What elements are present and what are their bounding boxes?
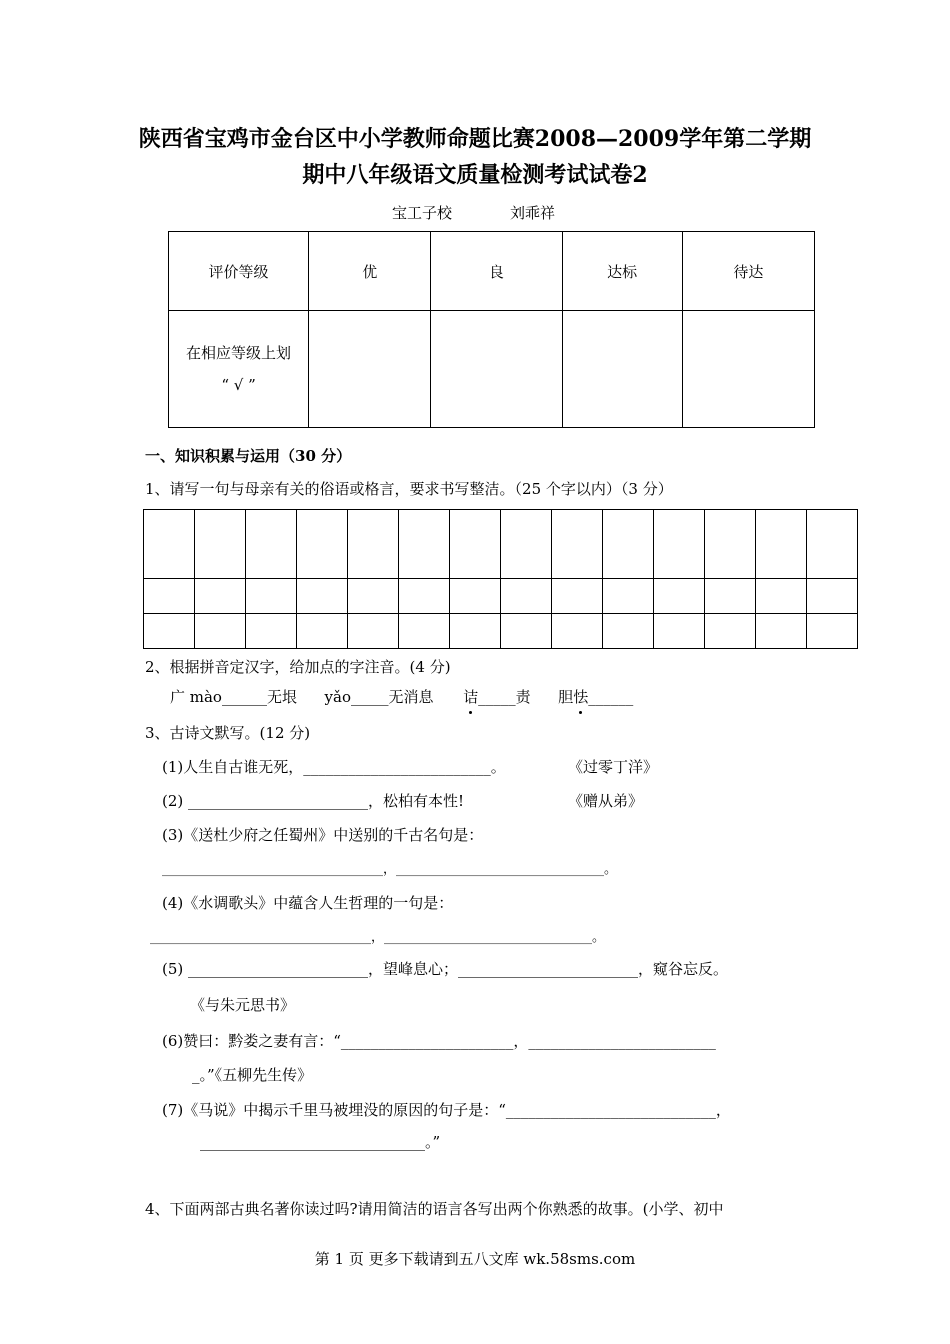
eval-mark-cell[interactable]	[682, 311, 814, 428]
question-1: 1、请写一句与母亲有关的俗语或格言，要求书写整洁。（25 个字以内）（3 分）	[145, 480, 673, 498]
question-4: 4、下面两部古典名著你读过吗?请用简洁的语言各写出两个你熟悉的故事。(小学、初中	[145, 1200, 724, 1218]
title-line-1: 陕西省宝鸡市金台区中小学教师命题比赛2008—2009学年第二学期	[138, 126, 812, 152]
writing-grid-cell[interactable]	[246, 614, 297, 649]
writing-grid-cell[interactable]	[756, 614, 807, 649]
q2-item-a-suffix: 无垠	[266, 688, 297, 706]
q3-item-7-continuation: ______________________________。”	[200, 1133, 441, 1151]
q3-item-4-answer[interactable]: __________________________________，________________________________。	[150, 930, 605, 945]
eval-mark-cell[interactable]	[431, 311, 562, 428]
author-school: 宝工子校	[392, 204, 453, 222]
writing-grid-row	[144, 579, 858, 614]
question-3: 3、古诗文默写。(12 分)	[145, 724, 311, 742]
q2-item-c-char: 诘	[463, 688, 479, 706]
writing-grid-cell[interactable]	[756, 510, 807, 579]
writing-grid-cell[interactable]	[195, 579, 246, 614]
evaluation-mark-row	[169, 311, 815, 428]
writing-grid-cell[interactable]	[501, 579, 552, 614]
writing-grid-cell[interactable]	[348, 614, 399, 649]
writing-grid-cell[interactable]	[756, 579, 807, 614]
eval-header-cell: 良	[431, 232, 562, 311]
writing-grid-cell[interactable]	[705, 510, 756, 579]
writing-grid-cell[interactable]	[144, 614, 195, 649]
writing-grid-row	[144, 614, 858, 649]
writing-grid-cell[interactable]	[144, 510, 195, 579]
q2-item-d-char: 怯	[573, 688, 589, 706]
q2-item-b-suffix: 无消息	[388, 688, 434, 706]
writing-grid-cell[interactable]	[450, 510, 501, 579]
writing-grid-cell[interactable]	[807, 579, 858, 614]
writing-grid-cell[interactable]	[552, 510, 603, 579]
writing-grid-cell[interactable]	[399, 614, 450, 649]
writing-grid-cell[interactable]	[195, 510, 246, 579]
writing-grid-row	[144, 510, 858, 579]
writing-grid-cell[interactable]	[297, 614, 348, 649]
writing-grid-cell[interactable]	[348, 579, 399, 614]
writing-grid-cell[interactable]	[603, 579, 654, 614]
q3-item-1-source: 《过零丁洋》	[568, 758, 659, 776]
q2-answer-line	[170, 686, 633, 707]
eval-header-cell: 优	[309, 232, 431, 311]
q2-item-d-prefix: 胆	[558, 688, 574, 706]
eval-mark-cell[interactable]	[309, 311, 431, 428]
title-line-2: 期中八年级语文质量检测考试试卷2	[302, 162, 648, 188]
section-1-heading: 一、知识积累与运用（30 分）	[145, 447, 352, 465]
writing-grid-cell[interactable]	[807, 510, 858, 579]
eval-header-cell: 待达	[682, 232, 814, 311]
writing-grid-cell[interactable]	[807, 614, 858, 649]
writing-grid-cell[interactable]	[195, 614, 246, 649]
q3-item-2: (2) ________________________，松柏有本性!	[162, 792, 465, 810]
writing-grid-cell[interactable]	[603, 614, 654, 649]
writing-grid-cell[interactable]	[297, 510, 348, 579]
q3-item-3: (3)《送杜少府之任蜀州》中送别的千古名句是：	[162, 826, 484, 844]
writing-grid-cell[interactable]	[603, 510, 654, 579]
question-2: 2、根据拼音定汉字，给加点的字注音。(4 分)	[145, 658, 451, 676]
q2-item-a-blank[interactable]: ______	[221, 688, 267, 706]
writing-grid-cell[interactable]	[654, 579, 705, 614]
q2-item-c-blank[interactable]: _____	[478, 688, 516, 706]
q2-item-c-suffix: 责	[515, 688, 531, 706]
writing-grid-cell[interactable]	[348, 510, 399, 579]
writing-grid-cell[interactable]	[654, 614, 705, 649]
author-name: 刘乖祥	[510, 204, 556, 222]
writing-grid-cell[interactable]	[246, 579, 297, 614]
q2-item-b-prefix: yǎo	[324, 688, 351, 706]
eval-header-cell: 达标	[562, 232, 682, 311]
q2-item-a-prefix: 广 mào	[170, 688, 222, 706]
writing-grid-cell[interactable]	[144, 579, 195, 614]
q3-item-4: (4)《水调歌头》中蕴含人生哲理的一句是：	[162, 894, 454, 912]
q3-item-7: (7)《马说》中揭示千里马被埋没的原因的句子是：“____________________________，	[162, 1101, 731, 1119]
writing-grid-cell[interactable]	[501, 614, 552, 649]
writing-grid-cell[interactable]	[705, 579, 756, 614]
q2-item-d-blank[interactable]: ______	[588, 688, 634, 706]
evaluation-table	[168, 231, 815, 428]
eval-row-label-line1: 在相应等级上划	[186, 344, 292, 362]
writing-grid-cell[interactable]	[399, 579, 450, 614]
q2-item-b-blank[interactable]: _____	[351, 688, 389, 706]
writing-grid-cell[interactable]	[399, 510, 450, 579]
eval-mark-cell[interactable]	[562, 311, 682, 428]
writing-grid-cell[interactable]	[552, 579, 603, 614]
writing-grid-cell[interactable]	[450, 614, 501, 649]
writing-grid-cell[interactable]	[654, 510, 705, 579]
q3-item-5-source: 《与朱元思书》	[190, 996, 296, 1014]
eval-header-cell: 评价等级	[169, 232, 309, 311]
writing-grid-cell[interactable]	[705, 614, 756, 649]
writing-grid-cell[interactable]	[246, 510, 297, 579]
writing-grid-cell[interactable]	[501, 510, 552, 579]
eval-row-label	[169, 311, 309, 428]
q3-item-5: (5) ________________________，望峰息心；________________________，窥谷忘反。	[162, 960, 729, 978]
writing-grid-cell[interactable]	[552, 614, 603, 649]
q3-item-2-source: 《赠从弟》	[568, 792, 644, 810]
page-footer: 第 1 页 更多下载请到五八文库 wk.58sms.com	[314, 1250, 636, 1268]
writing-grid-cell[interactable]	[450, 579, 501, 614]
evaluation-header-row	[169, 232, 815, 311]
q3-item-6: (6)赞曰：黔娄之妻有言：“_______________________，_________________________	[162, 1032, 716, 1050]
writing-grid	[143, 509, 858, 649]
writing-grid-cell[interactable]	[297, 579, 348, 614]
q3-item-6-continuation: _。”《五柳先生传》	[192, 1066, 313, 1084]
eval-row-label-line2: “ √ ”	[221, 376, 256, 394]
q3-item-3-answer[interactable]: __________________________________，________________________________。	[162, 862, 617, 877]
q3-item-1: (1)人生自古谁无死，_________________________。	[162, 758, 506, 776]
